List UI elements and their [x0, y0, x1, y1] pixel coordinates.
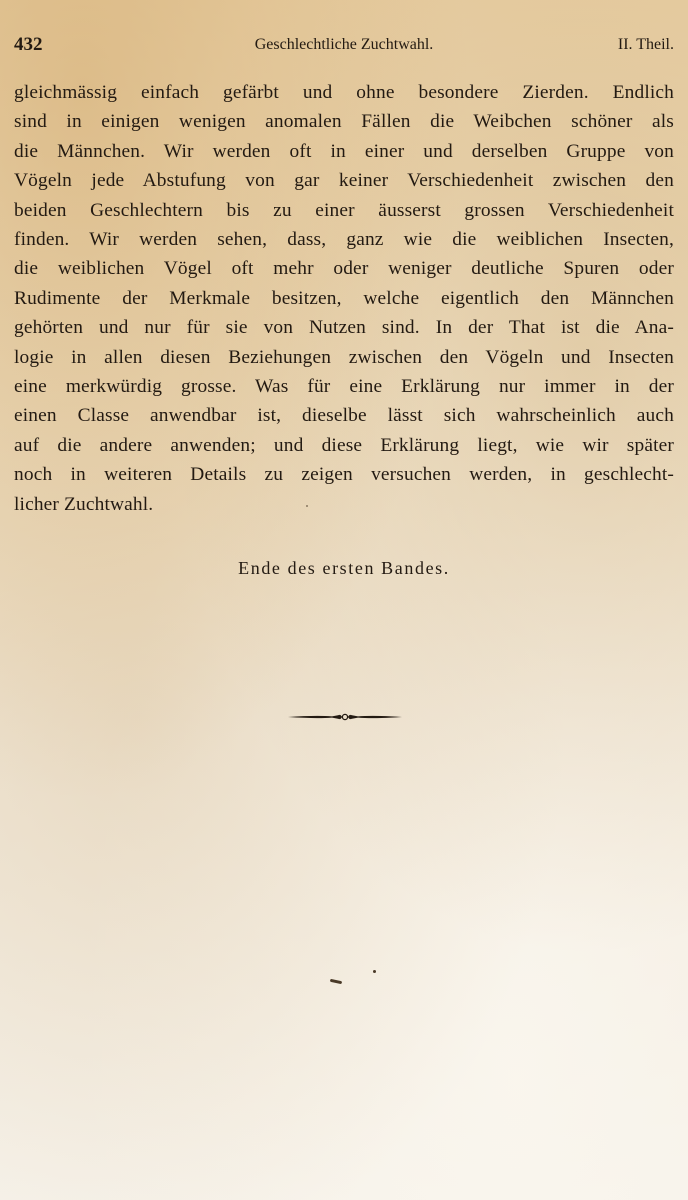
text-line: sind in einigen wenigen anomalen Fällen die Weibchen schöner als — [14, 111, 674, 133]
text-line: noch in weiteren Details zu zeigen versuchen werden, in geschlecht- — [14, 464, 674, 486]
text-line: die Männchen. Wir werden oft in einer und derselben Gruppe von — [14, 140, 674, 162]
page-number: 432 — [14, 34, 43, 55]
page-header — [14, 34, 674, 60]
text-line: beiden Geschlechtern bis zu einer äusserst grossen Verschiedenheit — [14, 199, 674, 221]
text-line: einen Classe anwendbar ist, dieselbe lässt sich wahrscheinlich auch — [14, 405, 674, 427]
text-line: gleichmässig einfach gefärbt und ohne besondere Zierden. Endlich — [14, 82, 674, 103]
paper-speck — [373, 970, 376, 973]
text-line: eine merkwürdig grosse. Was für eine Erklärung nur immer in der — [14, 376, 674, 398]
body-paragraph — [14, 78, 674, 519]
text-line: finden. Wir werden sehen, dass, ganz wie die weiblichen Insecten, — [14, 229, 674, 251]
paper-speck — [306, 505, 308, 507]
end-of-volume-note: Ende des ersten Bandes. — [238, 558, 450, 578]
text-line: auf die andere anwenden; und diese Erklärung liegt, wie wir später — [14, 434, 674, 456]
text-line: gehörten und nur für sie von Nutzen sind. In der That ist die Ana- — [14, 317, 674, 339]
running-title: Geschlechtliche Zuchtwahl. — [254, 36, 434, 53]
part-label: II. Theil. — [617, 36, 674, 53]
paper-speck — [330, 979, 342, 984]
text-line: die weiblichen Vögel oft mehr oder weniger deutliche Spuren oder — [14, 258, 674, 280]
text-line: Rudimente der Merkmale besitzen, welche eigentlich den Männchen — [14, 287, 674, 309]
text-line: Vögeln jede Abstufung von gar keiner Verschiedenheit zwischen den — [14, 170, 674, 192]
ornamental-rule-icon — [286, 710, 404, 724]
text-line: logie in allen diesen Beziehungen zwischen den Vögeln und Insecten — [14, 346, 674, 368]
text-line: licher Zuchtwahl. — [14, 493, 154, 515]
